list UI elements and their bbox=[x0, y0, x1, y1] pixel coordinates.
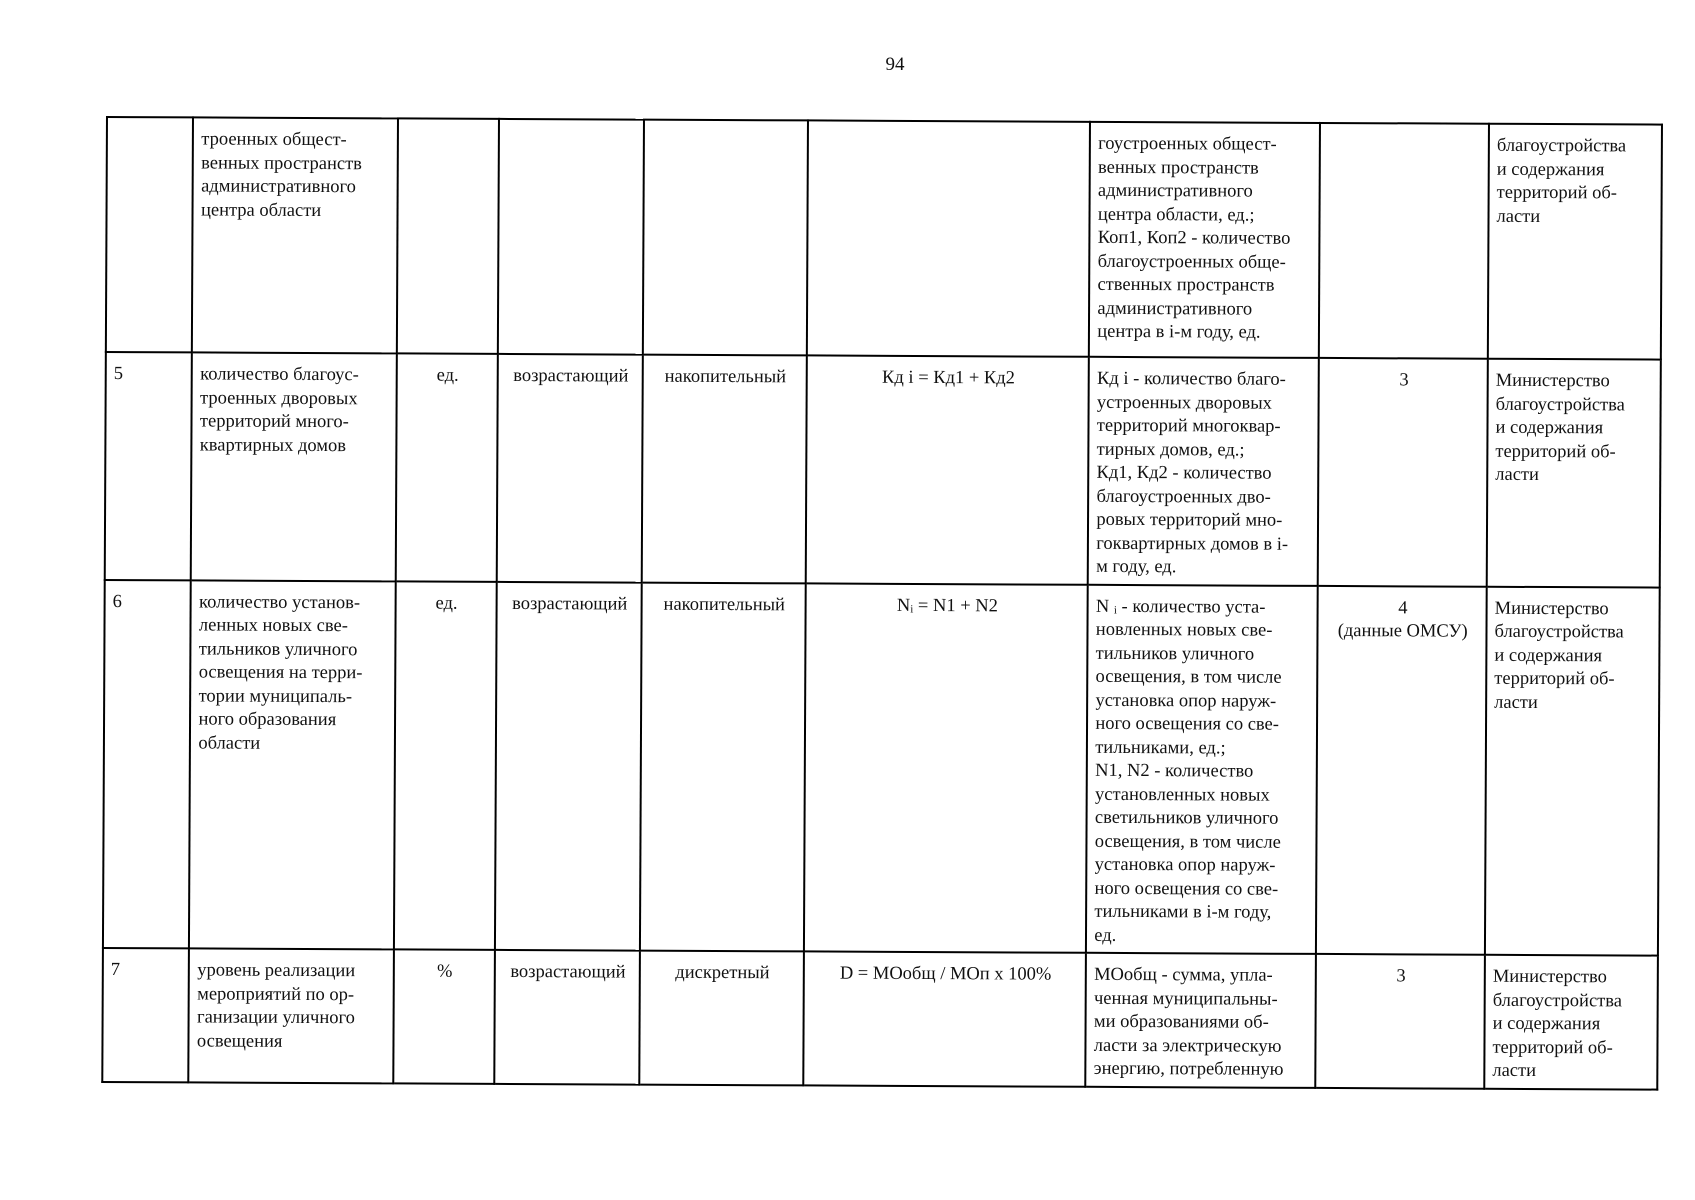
cell-text-line: ченная муниципальны- bbox=[1093, 988, 1278, 1010]
cell-text-line: гоквартирных домов в i- bbox=[1096, 533, 1289, 555]
formula-cell bbox=[806, 355, 1089, 584]
unit-cell bbox=[393, 949, 495, 1083]
cell-text-line: ного освещения со све- bbox=[1094, 878, 1279, 900]
cell-text-line: N1, N2 - количество bbox=[1095, 760, 1254, 782]
cell-text-line: ласти bbox=[1496, 206, 1541, 227]
row-number-cell bbox=[103, 579, 191, 948]
indicator-name-cell bbox=[192, 117, 397, 353]
cell-text-line: ласти bbox=[1492, 1060, 1537, 1081]
cell-text-line: количество установ- bbox=[199, 591, 361, 613]
row-number-cell bbox=[102, 948, 189, 1082]
dynamics-cell bbox=[497, 354, 643, 582]
cell-text-line: территорий об- bbox=[1492, 1037, 1613, 1058]
cell-text-line: 3 bbox=[1399, 370, 1409, 391]
cell-text-line: количество благоус- bbox=[200, 364, 359, 386]
data-source-cell bbox=[1318, 358, 1488, 586]
cell-text-line: благоустройства bbox=[1492, 990, 1623, 1011]
cell-text-line: МОобщ - сумма, упла- bbox=[1094, 964, 1273, 986]
responsible-cell bbox=[1487, 359, 1661, 587]
cell-text: ед. bbox=[435, 593, 458, 614]
cell-text-line: ганизации уличного bbox=[196, 1007, 355, 1029]
table-row bbox=[106, 117, 1662, 360]
cell-text-line: ед. bbox=[1094, 925, 1117, 946]
responsible-cell bbox=[1485, 586, 1660, 955]
indicator-type-cell bbox=[643, 120, 808, 356]
page-number: 94 bbox=[885, 54, 905, 75]
cell-text-line: ственных пространств bbox=[1097, 274, 1275, 296]
cell-text-line: троенных дворовых bbox=[200, 387, 358, 409]
data-source-cell bbox=[1319, 123, 1489, 359]
cell-text-line: административного bbox=[1097, 180, 1253, 202]
cell-text-line: тильниками в i-м году, bbox=[1094, 901, 1272, 923]
cell-text-line: и содержания bbox=[1496, 159, 1605, 180]
cell-text: возрастающий bbox=[513, 365, 629, 387]
cell-text: возрастающий bbox=[512, 593, 628, 615]
unit-cell bbox=[394, 581, 497, 950]
unit-cell bbox=[395, 353, 498, 581]
cell-text: возрастающий bbox=[510, 961, 626, 983]
indicator-name-cell bbox=[191, 352, 396, 580]
cell-text-line: гоустроенных общест- bbox=[1098, 133, 1277, 155]
cell-text-line: Кд i - количество благо- bbox=[1096, 368, 1286, 390]
cell-text-line: квартирных домов bbox=[199, 434, 347, 456]
cell-text-line: территорий много- bbox=[199, 411, 349, 433]
cell-text-line: троенных общест- bbox=[201, 129, 347, 151]
formula-cell bbox=[807, 120, 1090, 356]
data-source-cell bbox=[1316, 585, 1486, 954]
cell-text bbox=[507, 130, 637, 131]
dynamics-cell bbox=[495, 581, 642, 950]
cell-text-line: центра области, ед.; bbox=[1097, 204, 1255, 226]
cell-text-line: административного bbox=[201, 176, 356, 198]
cell-text bbox=[1328, 134, 1482, 135]
cell-text-line: венных пространств bbox=[1098, 157, 1259, 179]
indicators-table bbox=[101, 116, 1663, 1090]
cell-text-line: территорий об- bbox=[1496, 182, 1618, 204]
cell-text-line: ленных новых све- bbox=[198, 615, 348, 637]
cell-text: 5 bbox=[113, 364, 124, 385]
cell-text-line: благоустроенных обще- bbox=[1097, 251, 1286, 273]
cell-text-line: установка опор наруж- bbox=[1095, 690, 1277, 712]
formula-description-cell bbox=[1086, 953, 1317, 1088]
responsible-cell bbox=[1484, 955, 1658, 1089]
row-number-cell bbox=[106, 117, 194, 352]
cell-text-line: уровень реализации bbox=[197, 960, 356, 982]
cell-text-line: м году, ед. bbox=[1096, 556, 1177, 578]
cell-text bbox=[816, 131, 1083, 132]
cell-text-line: благоустройства bbox=[1494, 621, 1624, 643]
cell-text-line: устроенных дворовых bbox=[1096, 392, 1272, 414]
formula-cell bbox=[804, 583, 1088, 953]
cell-text-line: Министерство bbox=[1495, 370, 1610, 392]
cell-text-line: и содержания bbox=[1494, 645, 1603, 666]
cell-text-line: и содержания bbox=[1495, 417, 1604, 439]
indicator-type-cell bbox=[640, 582, 806, 951]
responsible-cell bbox=[1488, 124, 1662, 360]
cell-text: Кд i = Кд1 + Кд2 bbox=[882, 367, 1016, 389]
cell-text-line: Министерство bbox=[1492, 966, 1607, 988]
cell-text-line: тории муниципаль- bbox=[198, 685, 353, 707]
cell-text-line: ми образованиями об- bbox=[1093, 1011, 1269, 1033]
cell-text-line: установка опор наруж- bbox=[1094, 854, 1276, 876]
cell-text: D = МОобщ / МОп х 100% bbox=[839, 963, 1052, 985]
dynamics-cell bbox=[498, 119, 644, 355]
formula-description-cell bbox=[1089, 122, 1320, 358]
cell-text-line: благоустроенных дво- bbox=[1096, 486, 1271, 508]
formula-cell bbox=[804, 951, 1087, 1086]
indicator-name-cell bbox=[189, 580, 395, 949]
cell-text: 6 bbox=[112, 591, 122, 612]
cell-text-line: территорий об- bbox=[1495, 441, 1616, 462]
cell-text-line: ного освещения со све- bbox=[1095, 713, 1280, 735]
cell-text-line: светильников уличного bbox=[1094, 807, 1279, 829]
cell-text-line: административного bbox=[1097, 298, 1253, 320]
cell-text: ед. bbox=[436, 365, 459, 386]
cell-text-line: венных пространств bbox=[201, 152, 362, 174]
table-row bbox=[102, 948, 1658, 1089]
cell-text-line: и содержания bbox=[1492, 1013, 1601, 1035]
dynamics-cell bbox=[495, 950, 640, 1084]
cell-text-line: тильников уличного bbox=[198, 638, 358, 660]
formula-description-cell bbox=[1086, 584, 1318, 954]
cell-text-line: ного образования bbox=[198, 709, 337, 731]
cell-text-line: освещения на терри- bbox=[198, 662, 363, 684]
cell-text-line: Кд1, Кд2 - количество bbox=[1096, 462, 1272, 484]
cell-text-line: N ᵢ - количество уста- bbox=[1095, 596, 1266, 618]
cell-text-line: (данные ОМСУ) bbox=[1337, 621, 1468, 642]
cell-text-line: области bbox=[198, 732, 261, 754]
unit-cell bbox=[397, 118, 500, 353]
cell-text-line: освещения, в том числе bbox=[1095, 666, 1282, 688]
cell-text-line: 4 bbox=[1398, 597, 1408, 618]
table-row bbox=[103, 579, 1660, 955]
cell-text-line: тильниками, ед.; bbox=[1095, 737, 1226, 758]
table-row bbox=[105, 352, 1661, 587]
cell-text-line: Коп1, Коп2 - количество bbox=[1097, 227, 1291, 249]
cell-text-line: центра в i-м году, ед. bbox=[1097, 321, 1261, 343]
data-source-cell bbox=[1316, 954, 1485, 1088]
cell-text-line: Министерство bbox=[1494, 598, 1609, 619]
cell-text bbox=[652, 131, 801, 132]
cell-text-line: мероприятий по ор- bbox=[197, 983, 355, 1005]
cell-text-line: установленных новых bbox=[1094, 784, 1270, 806]
cell-text-line: благоустройства bbox=[1495, 394, 1625, 415]
cell-text-line: ласти bbox=[1494, 692, 1538, 713]
cell-text: дискретный bbox=[675, 962, 770, 984]
cell-text-line: благоустройства bbox=[1496, 135, 1627, 157]
cell-text-line: освещения, в том числе bbox=[1094, 831, 1281, 853]
cell-text-line: ласти за электрическую bbox=[1093, 1035, 1282, 1057]
cell-text-line: ласти bbox=[1495, 464, 1539, 486]
indicator-name-cell bbox=[189, 948, 394, 1082]
cell-text-line: тильников уличного bbox=[1095, 643, 1255, 665]
cell-text-line: новленных новых све- bbox=[1095, 619, 1273, 641]
cell-text-line: энергию, потребленную bbox=[1093, 1058, 1284, 1080]
row-number-cell bbox=[105, 352, 193, 580]
indicator-type-cell bbox=[639, 951, 804, 1085]
cell-text: Nᵢ = N1 + N2 bbox=[896, 595, 998, 616]
cell-text-line: 3 bbox=[1396, 966, 1406, 987]
cell-text-line: освещения bbox=[196, 1030, 283, 1052]
cell-text: 7 bbox=[110, 960, 121, 981]
cell-text-line: ровых территорий мно- bbox=[1096, 509, 1283, 531]
cell-text-line: территорий об- bbox=[1494, 668, 1615, 690]
cell-text-line: территорий многоквар- bbox=[1096, 415, 1281, 437]
formula-description-cell bbox=[1088, 357, 1319, 586]
cell-text-line: центра области bbox=[200, 199, 322, 221]
cell-text: накопительный bbox=[663, 594, 786, 615]
cell-text-line: тирных домов, ед.; bbox=[1096, 439, 1245, 461]
indicator-type-cell bbox=[642, 355, 807, 583]
cell-text: накопительный bbox=[664, 366, 787, 388]
cell-text: % bbox=[437, 961, 453, 982]
